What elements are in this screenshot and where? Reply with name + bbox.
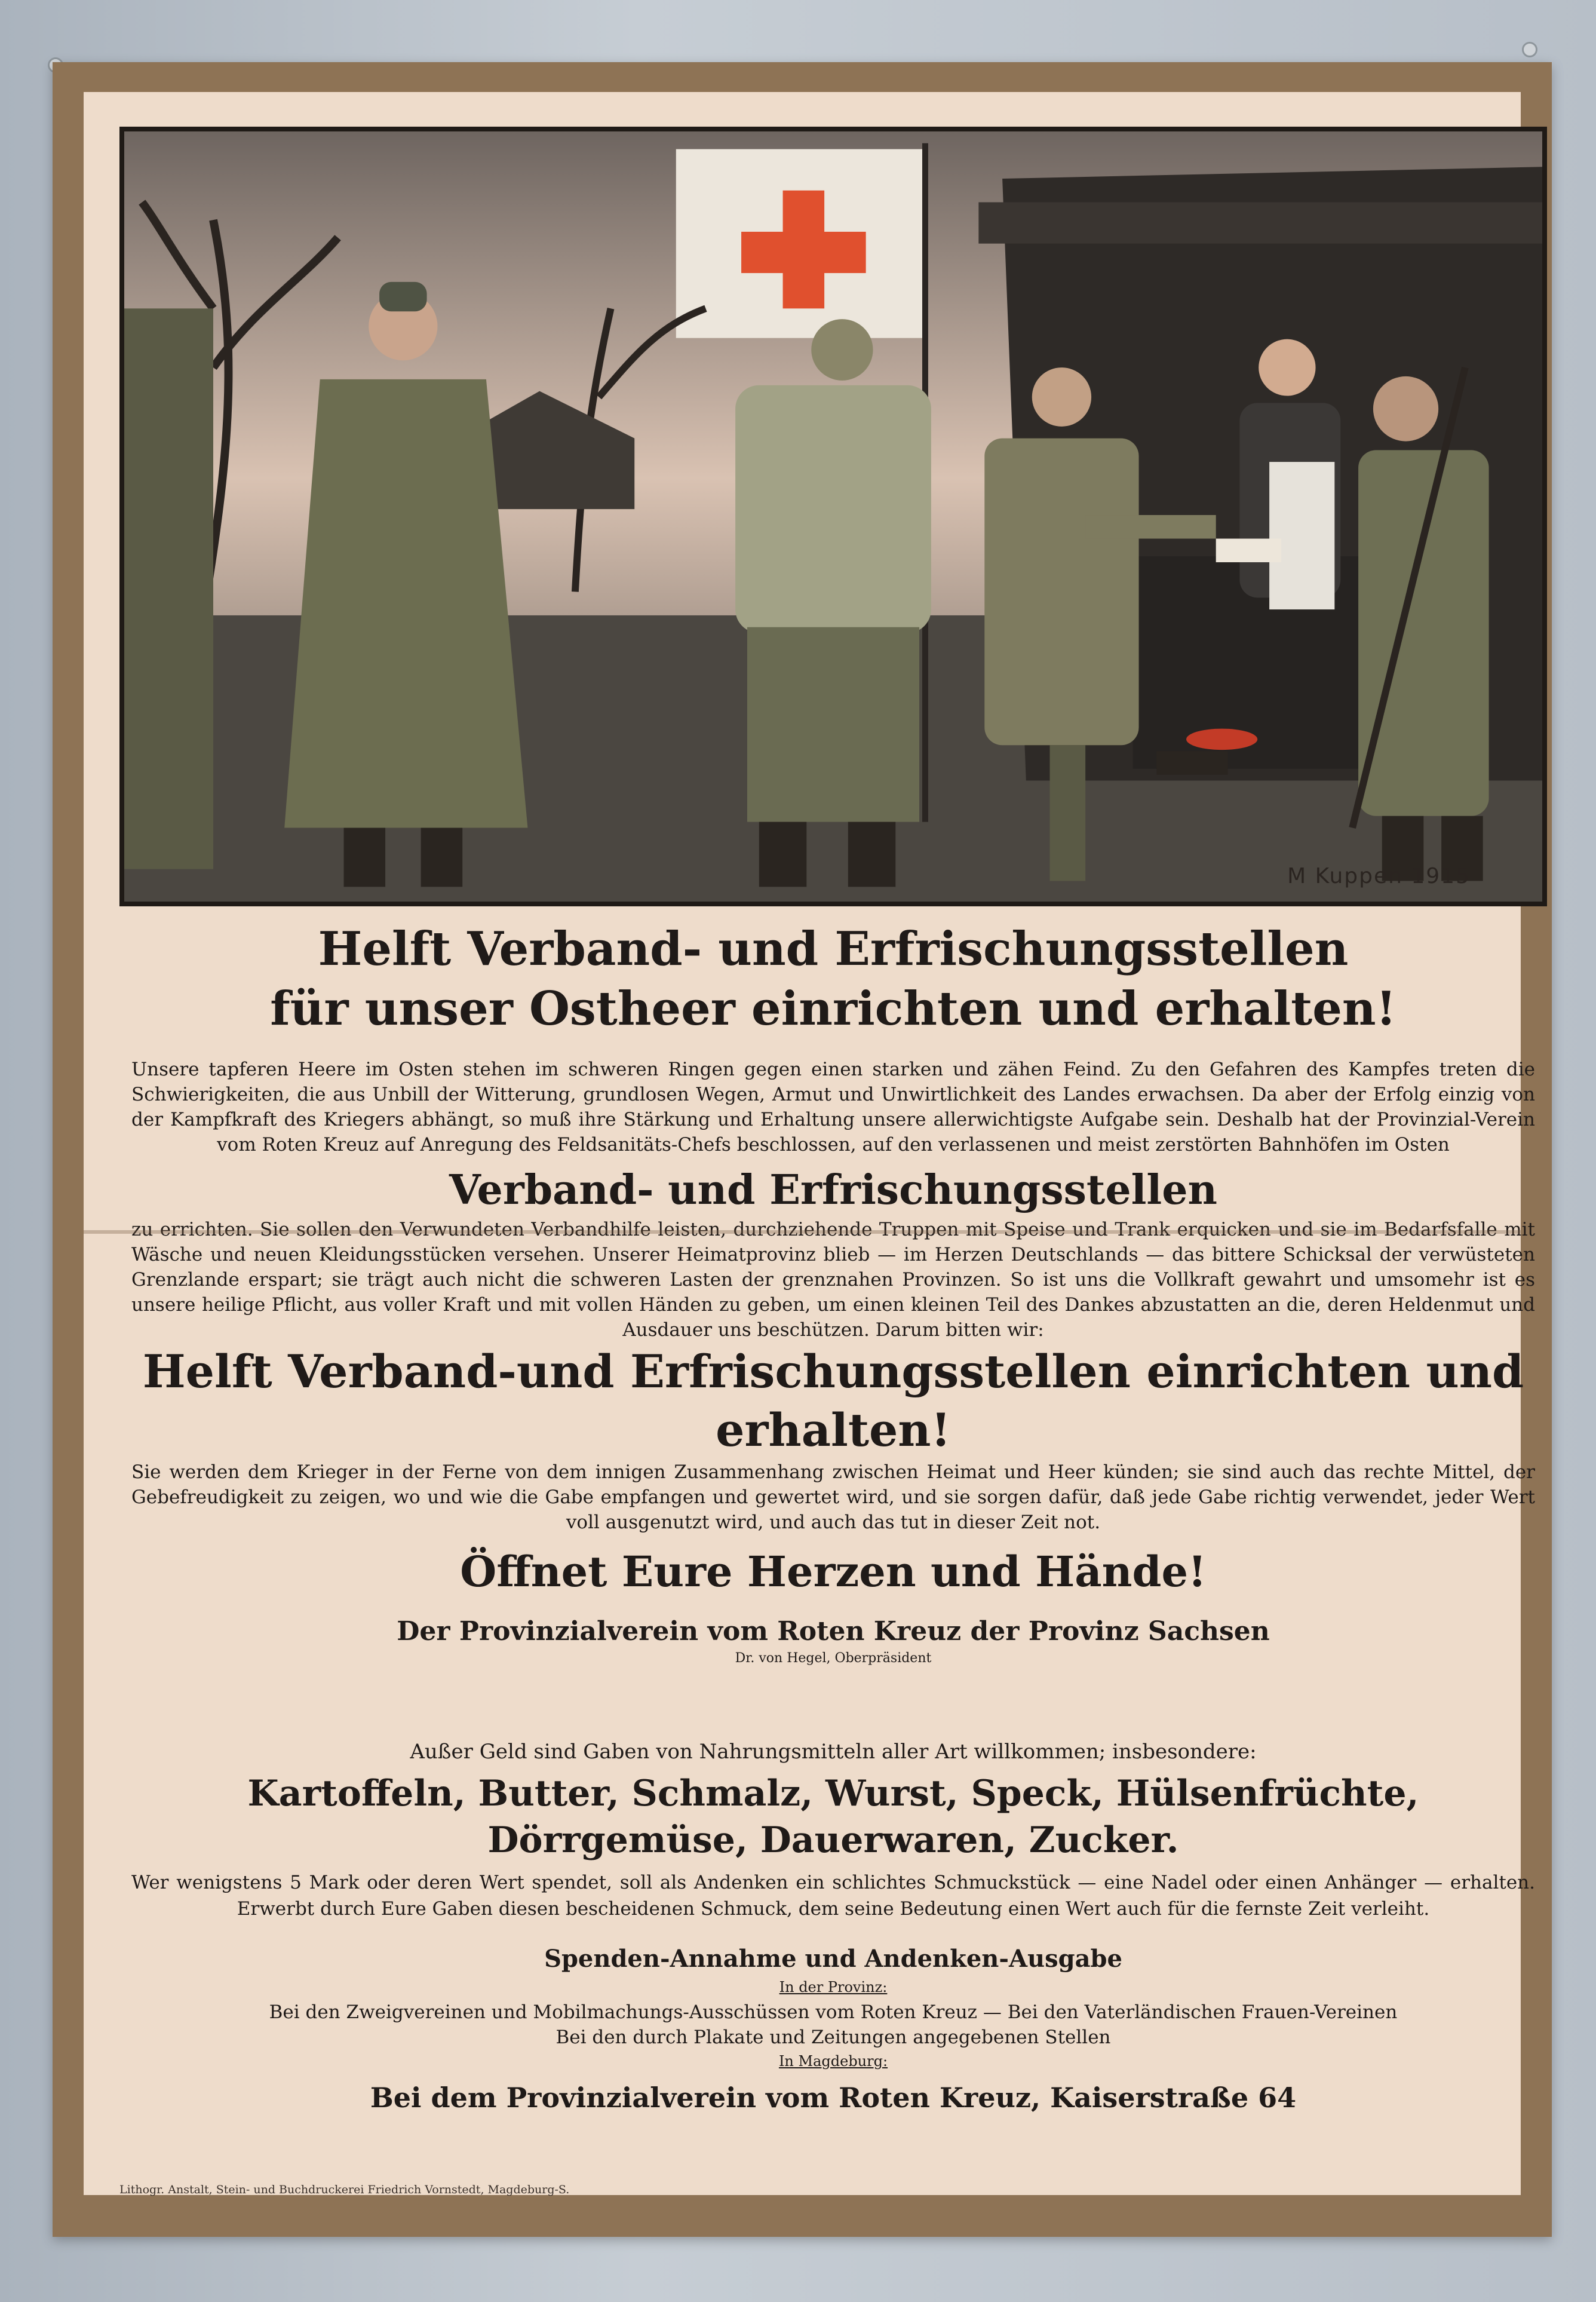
illustration <box>119 127 1547 906</box>
appeal-heading: Helft Verband-und Erfrischungsstellen einrichten und erhalten! <box>142 1345 1524 1457</box>
organization-name: Der Provinzialverein vom Roten Kreuz der Provinz Sachsen <box>397 1616 1270 1647</box>
open-hearts-heading: Öffnet Eure Herzen und Hände! <box>460 1547 1207 1596</box>
fold-crease <box>84 1230 1521 1234</box>
main-heading-line1: Helft Verband- und Erfrischungsstellen <box>318 922 1349 976</box>
oberpraesident-name: Dr. von Hegel, Oberpräsident <box>735 1651 932 1666</box>
body-paragraph: zu errichten. Sie sollen den Verwundeten Verbandhilfe leisten, durchziehende Truppen mit Speise und Trank erquicken und sie im Bedarfsfalle mit Wäsche und neuen Kleidungsstücken versehen. Unserer Heimatprovinz blieb — im Herzen Deutschlands — das bittere Schicksal der verwüsteten Grenzlande erspart; sie trägt auch nicht die schweren Lasten der grenznahen Provinzen. So ist uns die Vollkraft gewahrt und umsomehr ist es unsere heilige Pflicht, aus voller Kraft und mit vollen Händen zu geben, um einen kleinen Teil des Dankes abzustatten an die, deren Heldenmut und Ausdauer uns beschützen. Darum bitten wir: <box>131 1219 1535 1341</box>
pin-top-right <box>1522 42 1537 57</box>
text-block <box>119 919 1547 2117</box>
intro-paragraph: Unsere tapferen Heere im Osten stehen im schweren Ringen gegen einen starken und zähen Feind. Zu den Gefahren des Kampfes treten die Schwierigkeiten, die aus Unbill der Witterung, grundlosen Wegen, Armut und Unwirtlichkeit des Landes erwachsen. Da aber der Erfolg einzig von der Kampfkraft des Kriegers abhängt, so muß ihre Stärkung und Erhaltung unsere allerwichtigste Aufgabe sein. Deshalb hat der Provinzial-Verein vom Roten Kreuz auf Anregung des Feldsanitäts-Chefs beschlossen, auf den verlassenen und meist zerstörten Bahnhöfen im Osten <box>131 1059 1535 1155</box>
magdeburg-label: In Magdeburg: <box>778 2053 888 2070</box>
poster-paper <box>84 92 1535 2196</box>
poster <box>53 62 1552 2237</box>
food-items-list: Kartoffeln, Butter, Schmalz, Wurst, Speck, Hülsenfrüchte, Dörrgemüse, Dauerwaren, Zucker. <box>247 1773 1419 1861</box>
province-label: In der Provinz: <box>779 1979 888 1996</box>
soldier-backpack-figure <box>735 319 931 887</box>
magdeburg-address: Bei dem Provinzialverein vom Roten Kreuz, Kaiserstraße 64 <box>370 2082 1297 2114</box>
artist-signature: M Kuppen 1915 <box>1287 864 1471 888</box>
province-locations-line1: Bei den Zweigvereinen und Mobilmachungs-Ausschüssen vom Roten Kreuz — Bei den Vaterländischen Frauen-Vereinen <box>269 2001 1398 2023</box>
main-heading-line2: für unser Ostheer einrichten und erhalten! <box>270 982 1396 1036</box>
appeal-paragraph: Sie werden dem Krieger in der Ferne von dem innigen Zusammenhang zwischen Heimat und Heer künden; sie sind auch das rechte Mittel, der Gebefreudigkeit zu zeigen, wo und wie die Gabe empfangen und gewertet wird, und sie sorgen dafür, daß jede Gabe richtig verwendet, jeder Wert voll ausgenutzt wird, und auch das tut in dieser Zeit not. <box>131 1461 1535 1533</box>
donations-intro: Außer Geld sind Gaben von Nahrungsmitteln aller Art willkommen; insbesondere: <box>410 1740 1257 1764</box>
province-locations-line2: Bei den durch Plakate und Zeitungen angegebenen Stellen <box>555 2027 1111 2048</box>
souvenir-paragraph: Wer wenigstens 5 Mark oder deren Wert spendet, soll als Andenken ein schlichtes Schmuckstück — eine Nadel oder einen Anhänger — erhalten. Erwerbt durch Eure Gaben diesen bescheidenen Schmuck, dem seine Bedeutung einen Wert auch für die fernste Zeit verleiht. <box>131 1872 1535 1920</box>
sub-heading: Verband- und Erfrischungsstellen <box>449 1166 1217 1214</box>
illustration-art <box>124 131 1542 902</box>
printer-credit: Lithogr. Anstalt, Stein- und Buchdruckerei Friedrich Vornstedt, Magdeburg-S. <box>119 2183 570 2196</box>
collection-heading: Spenden-Annahme und Andenken-Ausgabe <box>544 1945 1122 1973</box>
